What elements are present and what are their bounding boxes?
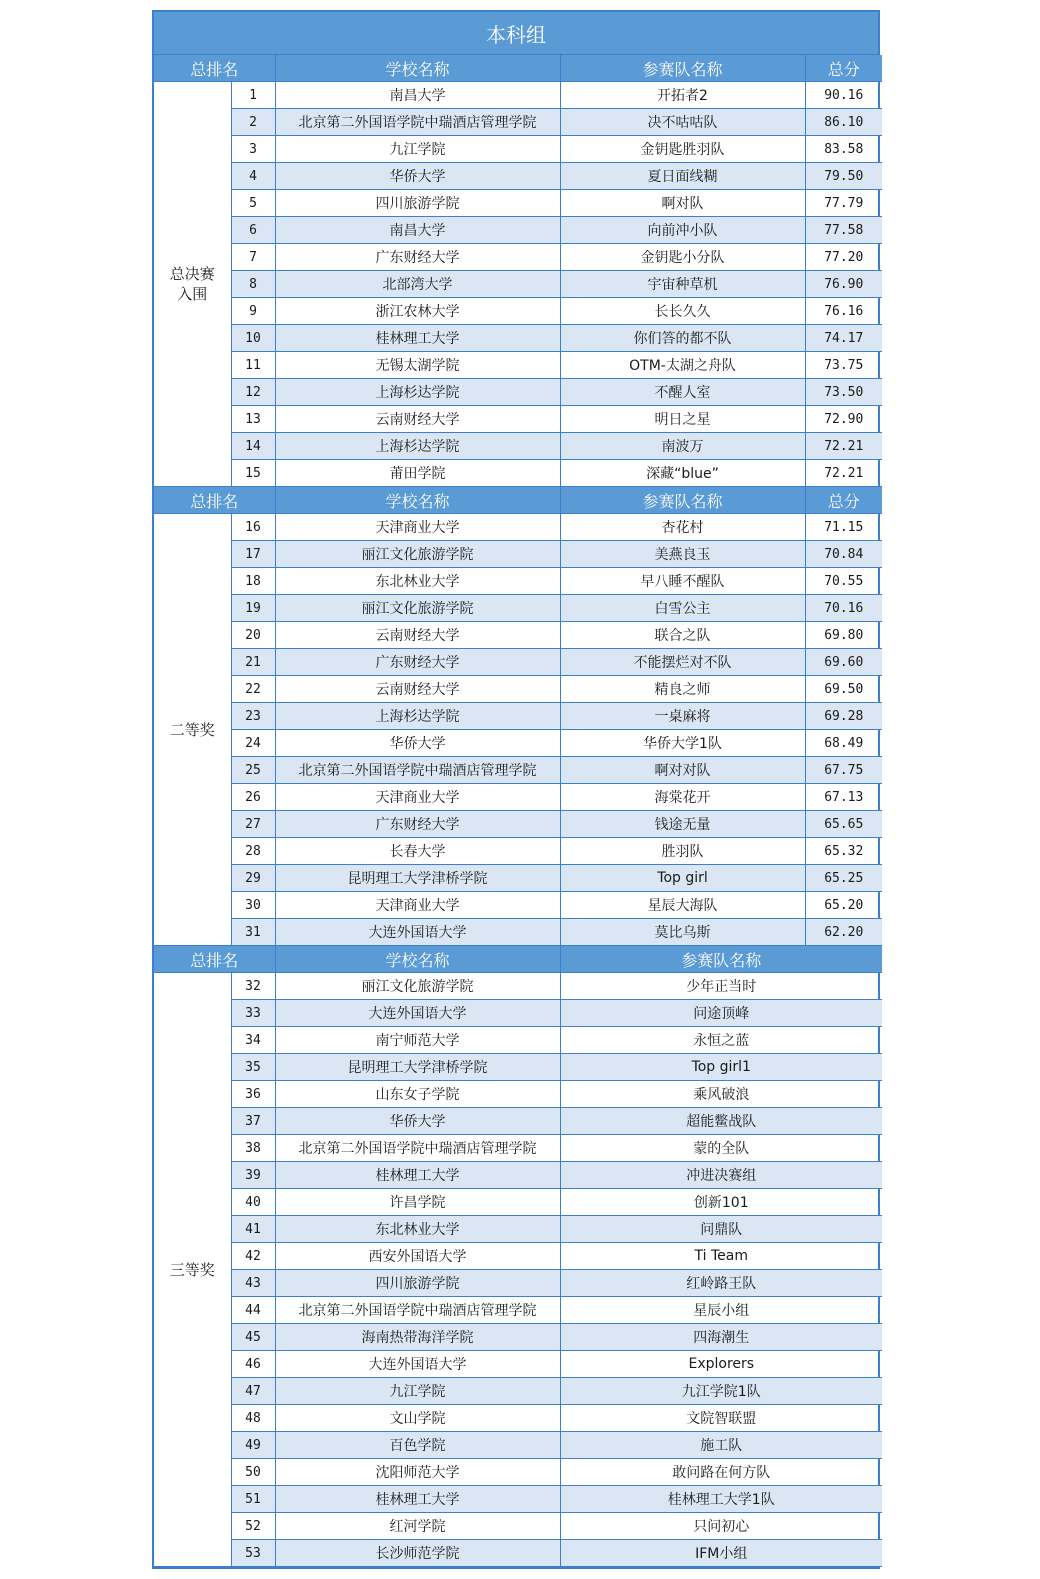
school-cell: 华侨大学: [275, 1108, 560, 1135]
score-cell: 77.58: [805, 217, 882, 244]
school-cell: 大连外国语大学: [275, 919, 560, 946]
table-row: [154, 244, 882, 271]
table-row: [154, 541, 882, 568]
rank-cell: 4: [231, 163, 275, 190]
table-row: [154, 190, 882, 217]
table-row: [154, 730, 882, 757]
section-header-row: [154, 946, 882, 973]
school-cell: 天津商业大学: [275, 892, 560, 919]
table-row: [154, 325, 882, 352]
team-cell: 早八睡不醒队: [560, 568, 805, 595]
team-cell: Top girl1: [560, 1054, 882, 1081]
school-cell: 广东财经大学: [275, 244, 560, 271]
team-cell: 敢问路在何方队: [560, 1459, 882, 1486]
score-cell: 72.90: [805, 406, 882, 433]
score-cell: 68.49: [805, 730, 882, 757]
table-row: [154, 1324, 882, 1351]
school-cell: 九江学院: [275, 1378, 560, 1405]
table-row: [154, 379, 882, 406]
score-cell: 70.84: [805, 541, 882, 568]
school-cell: 许昌学院: [275, 1189, 560, 1216]
rank-cell: 38: [231, 1135, 275, 1162]
score-cell: 79.50: [805, 163, 882, 190]
rank-cell: 30: [231, 892, 275, 919]
results-sheet: [152, 10, 880, 1569]
rank-cell: 50: [231, 1459, 275, 1486]
school-cell: 上海杉达学院: [275, 379, 560, 406]
team-cell: 施工队: [560, 1432, 882, 1459]
table-row: [154, 919, 882, 946]
rank-cell: 2: [231, 109, 275, 136]
rank-cell: 27: [231, 811, 275, 838]
team-cell: 乘风破浪: [560, 1081, 882, 1108]
score-cell: 69.60: [805, 649, 882, 676]
sheet-title: 本科组: [154, 12, 878, 55]
score-cell: 70.55: [805, 568, 882, 595]
header-school: 学校名称: [275, 487, 560, 514]
score-cell: 73.75: [805, 352, 882, 379]
team-cell: 夏日面线糊: [560, 163, 805, 190]
rank-cell: 36: [231, 1081, 275, 1108]
school-cell: 昆明理工大学津桥学院: [275, 865, 560, 892]
school-cell: 东北林业大学: [275, 568, 560, 595]
team-cell: 星辰大海队: [560, 892, 805, 919]
school-cell: 北部湾大学: [275, 271, 560, 298]
rank-cell: 1: [231, 82, 275, 109]
team-cell: 华侨大学1队: [560, 730, 805, 757]
table-row: [154, 568, 882, 595]
table-row: [154, 1216, 882, 1243]
table-row: [154, 514, 882, 541]
score-cell: 77.79: [805, 190, 882, 217]
table-row: [154, 109, 882, 136]
rank-cell: 53: [231, 1540, 275, 1567]
team-cell: 桂林理工大学1队: [560, 1486, 882, 1513]
team-cell: 你们答的都不队: [560, 325, 805, 352]
table-row: [154, 703, 882, 730]
score-cell: 72.21: [805, 433, 882, 460]
score-cell: 67.75: [805, 757, 882, 784]
school-cell: 海南热带海洋学院: [275, 1324, 560, 1351]
score-cell: 83.58: [805, 136, 882, 163]
team-cell: 开拓者2: [560, 82, 805, 109]
school-cell: 文山学院: [275, 1405, 560, 1432]
rank-cell: 21: [231, 649, 275, 676]
team-cell: Explorers: [560, 1351, 882, 1378]
table-row: [154, 1351, 882, 1378]
rank-cell: 5: [231, 190, 275, 217]
school-cell: 北京第二外国语学院中瑞酒店管理学院: [275, 109, 560, 136]
table-row: [154, 1297, 882, 1324]
score-cell: 77.20: [805, 244, 882, 271]
section-label: 二等奖: [154, 514, 231, 946]
header-rank: 总排名: [154, 55, 275, 82]
team-cell: 南波万: [560, 433, 805, 460]
team-cell: 向前冲小队: [560, 217, 805, 244]
table-row: [154, 676, 882, 703]
score-cell: 67.13: [805, 784, 882, 811]
table-row: [154, 163, 882, 190]
team-cell: 九江学院1队: [560, 1378, 882, 1405]
section-label: 三等奖: [154, 973, 231, 1567]
score-cell: 76.16: [805, 298, 882, 325]
rank-cell: 35: [231, 1054, 275, 1081]
score-cell: 90.16: [805, 82, 882, 109]
table-row: [154, 1378, 882, 1405]
team-cell: 金钥匙胜羽队: [560, 136, 805, 163]
rank-cell: 32: [231, 973, 275, 1000]
table-row: [154, 460, 882, 487]
score-cell: 74.17: [805, 325, 882, 352]
rank-cell: 24: [231, 730, 275, 757]
rank-cell: 7: [231, 244, 275, 271]
rank-cell: 15: [231, 460, 275, 487]
rank-cell: 26: [231, 784, 275, 811]
rank-cell: 19: [231, 595, 275, 622]
table-row: [154, 1189, 882, 1216]
team-cell: 美燕良玉: [560, 541, 805, 568]
table-row: [154, 298, 882, 325]
rank-cell: 33: [231, 1000, 275, 1027]
team-cell: 星辰小组: [560, 1297, 882, 1324]
team-cell: 不能摆烂对不队: [560, 649, 805, 676]
rank-cell: 28: [231, 838, 275, 865]
team-cell: 海棠花开: [560, 784, 805, 811]
school-cell: 上海杉达学院: [275, 433, 560, 460]
score-cell: 65.65: [805, 811, 882, 838]
table-row: [154, 838, 882, 865]
rank-cell: 40: [231, 1189, 275, 1216]
team-cell: 创新101: [560, 1189, 882, 1216]
team-cell: OTM-太湖之舟队: [560, 352, 805, 379]
rank-cell: 52: [231, 1513, 275, 1540]
team-cell: Ti Team: [560, 1243, 882, 1270]
school-cell: 红河学院: [275, 1513, 560, 1540]
school-cell: 南宁师范大学: [275, 1027, 560, 1054]
table-row: [154, 892, 882, 919]
table-row: [154, 1000, 882, 1027]
rank-cell: 16: [231, 514, 275, 541]
school-cell: 北京第二外国语学院中瑞酒店管理学院: [275, 757, 560, 784]
school-cell: 云南财经大学: [275, 622, 560, 649]
rank-cell: 20: [231, 622, 275, 649]
team-cell: 啊对对队: [560, 757, 805, 784]
section-label: 总决赛入围: [154, 82, 231, 487]
table-row: [154, 757, 882, 784]
school-cell: 长沙师范学院: [275, 1540, 560, 1567]
rank-cell: 45: [231, 1324, 275, 1351]
school-cell: 上海杉达学院: [275, 703, 560, 730]
school-cell: 丽江文化旅游学院: [275, 595, 560, 622]
table-row: [154, 649, 882, 676]
team-cell: 红岭路王队: [560, 1270, 882, 1297]
school-cell: 云南财经大学: [275, 406, 560, 433]
rank-cell: 13: [231, 406, 275, 433]
team-cell: 金钥匙小分队: [560, 244, 805, 271]
header-team: 参赛队名称: [560, 55, 805, 82]
school-cell: 莆田学院: [275, 460, 560, 487]
rank-cell: 48: [231, 1405, 275, 1432]
team-cell: Top girl: [560, 865, 805, 892]
school-cell: 西安外国语大学: [275, 1243, 560, 1270]
section-header-row: [154, 487, 882, 514]
rank-cell: 44: [231, 1297, 275, 1324]
school-cell: 北京第二外国语学院中瑞酒店管理学院: [275, 1135, 560, 1162]
header-school: 学校名称: [275, 55, 560, 82]
score-cell: 65.32: [805, 838, 882, 865]
school-cell: 华侨大学: [275, 163, 560, 190]
rank-cell: 11: [231, 352, 275, 379]
school-cell: 桂林理工大学: [275, 1162, 560, 1189]
school-cell: 东北林业大学: [275, 1216, 560, 1243]
school-cell: 四川旅游学院: [275, 190, 560, 217]
table-row: [154, 1135, 882, 1162]
table-row: [154, 1459, 882, 1486]
school-cell: 天津商业大学: [275, 514, 560, 541]
score-cell: 76.90: [805, 271, 882, 298]
score-cell: 65.20: [805, 892, 882, 919]
rank-cell: 10: [231, 325, 275, 352]
table-row: [154, 1027, 882, 1054]
school-cell: 天津商业大学: [275, 784, 560, 811]
rank-cell: 6: [231, 217, 275, 244]
rank-cell: 18: [231, 568, 275, 595]
school-cell: 无锡太湖学院: [275, 352, 560, 379]
rank-cell: 37: [231, 1108, 275, 1135]
rank-cell: 39: [231, 1162, 275, 1189]
score-cell: 72.21: [805, 460, 882, 487]
table-row: [154, 406, 882, 433]
rank-cell: 25: [231, 757, 275, 784]
score-cell: 69.80: [805, 622, 882, 649]
table-row: [154, 811, 882, 838]
table-row: [154, 1108, 882, 1135]
table-row: [154, 1162, 882, 1189]
team-cell: 胜羽队: [560, 838, 805, 865]
results-table: [154, 55, 882, 1567]
team-cell: 少年正当时: [560, 973, 882, 1000]
rank-cell: 22: [231, 676, 275, 703]
score-cell: 70.16: [805, 595, 882, 622]
header-school: 学校名称: [275, 946, 560, 973]
team-cell: 精良之师: [560, 676, 805, 703]
rank-cell: 43: [231, 1270, 275, 1297]
header-team: 参赛队名称: [560, 946, 882, 973]
table-row: [154, 82, 882, 109]
table-row: [154, 1054, 882, 1081]
rank-cell: 9: [231, 298, 275, 325]
school-cell: 丽江文化旅游学院: [275, 973, 560, 1000]
rank-cell: 29: [231, 865, 275, 892]
team-cell: 超能鳖战队: [560, 1108, 882, 1135]
school-cell: 大连外国语大学: [275, 1000, 560, 1027]
team-cell: 杏花村: [560, 514, 805, 541]
school-cell: 四川旅游学院: [275, 1270, 560, 1297]
rank-cell: 42: [231, 1243, 275, 1270]
team-cell: 一桌麻将: [560, 703, 805, 730]
score-cell: 73.50: [805, 379, 882, 406]
table-row: [154, 136, 882, 163]
rank-cell: 46: [231, 1351, 275, 1378]
rank-cell: 47: [231, 1378, 275, 1405]
table-row: [154, 352, 882, 379]
team-cell: 宇宙种草机: [560, 271, 805, 298]
header-rank: 总排名: [154, 946, 275, 973]
rank-cell: 41: [231, 1216, 275, 1243]
table-row: [154, 1540, 882, 1567]
school-cell: 百色学院: [275, 1432, 560, 1459]
school-cell: 广东财经大学: [275, 649, 560, 676]
rank-cell: 34: [231, 1027, 275, 1054]
rank-cell: 31: [231, 919, 275, 946]
table-row: [154, 784, 882, 811]
table-row: [154, 1405, 882, 1432]
rank-cell: 23: [231, 703, 275, 730]
table-row: [154, 1513, 882, 1540]
team-cell: 决不咕咕队: [560, 109, 805, 136]
header-rank: 总排名: [154, 487, 275, 514]
table-row: [154, 622, 882, 649]
table-row: [154, 433, 882, 460]
team-cell: 钱途无量: [560, 811, 805, 838]
team-cell: 四海潮生: [560, 1324, 882, 1351]
rank-cell: 14: [231, 433, 275, 460]
school-cell: 广东财经大学: [275, 811, 560, 838]
school-cell: 昆明理工大学津桥学院: [275, 1054, 560, 1081]
school-cell: 丽江文化旅游学院: [275, 541, 560, 568]
rank-cell: 17: [231, 541, 275, 568]
team-cell: 文院智联盟: [560, 1405, 882, 1432]
header-score: 总分: [805, 487, 882, 514]
team-cell: 莫比乌斯: [560, 919, 805, 946]
school-cell: 沈阳师范大学: [275, 1459, 560, 1486]
team-cell: 问途顶峰: [560, 1000, 882, 1027]
header-team: 参赛队名称: [560, 487, 805, 514]
table-row: [154, 973, 882, 1000]
school-cell: 云南财经大学: [275, 676, 560, 703]
team-cell: 冲进决赛组: [560, 1162, 882, 1189]
team-cell: 只问初心: [560, 1513, 882, 1540]
school-cell: 山东女子学院: [275, 1081, 560, 1108]
table-row: [154, 1432, 882, 1459]
table-row: [154, 865, 882, 892]
rank-cell: 8: [231, 271, 275, 298]
school-cell: 大连外国语大学: [275, 1351, 560, 1378]
table-row: [154, 1270, 882, 1297]
table-row: [154, 271, 882, 298]
score-cell: 65.25: [805, 865, 882, 892]
team-cell: 蒙的全队: [560, 1135, 882, 1162]
school-cell: 南昌大学: [275, 217, 560, 244]
school-cell: 长春大学: [275, 838, 560, 865]
team-cell: 白雪公主: [560, 595, 805, 622]
table-row: [154, 217, 882, 244]
score-cell: 69.28: [805, 703, 882, 730]
school-cell: 桂林理工大学: [275, 325, 560, 352]
team-cell: 深藏“blue”: [560, 460, 805, 487]
school-cell: 九江学院: [275, 136, 560, 163]
table-row: [154, 1243, 882, 1270]
team-cell: 长长久久: [560, 298, 805, 325]
rank-cell: 49: [231, 1432, 275, 1459]
header-score: 总分: [805, 55, 882, 82]
table-row: [154, 595, 882, 622]
team-cell: 问鼎队: [560, 1216, 882, 1243]
school-cell: 浙江农林大学: [275, 298, 560, 325]
team-cell: 联合之队: [560, 622, 805, 649]
rank-cell: 12: [231, 379, 275, 406]
score-cell: 69.50: [805, 676, 882, 703]
table-row: [154, 1486, 882, 1513]
team-cell: 永恒之蓝: [560, 1027, 882, 1054]
school-cell: 南昌大学: [275, 82, 560, 109]
score-cell: 71.15: [805, 514, 882, 541]
school-cell: 北京第二外国语学院中瑞酒店管理学院: [275, 1297, 560, 1324]
team-cell: 不醒人室: [560, 379, 805, 406]
team-cell: 啊对队: [560, 190, 805, 217]
score-cell: 86.10: [805, 109, 882, 136]
school-cell: 华侨大学: [275, 730, 560, 757]
section-header-row: [154, 55, 882, 82]
team-cell: 明日之星: [560, 406, 805, 433]
rank-cell: 3: [231, 136, 275, 163]
rank-cell: 51: [231, 1486, 275, 1513]
table-row: [154, 1081, 882, 1108]
score-cell: 62.20: [805, 919, 882, 946]
school-cell: 桂林理工大学: [275, 1486, 560, 1513]
team-cell: IFM小组: [560, 1540, 882, 1567]
